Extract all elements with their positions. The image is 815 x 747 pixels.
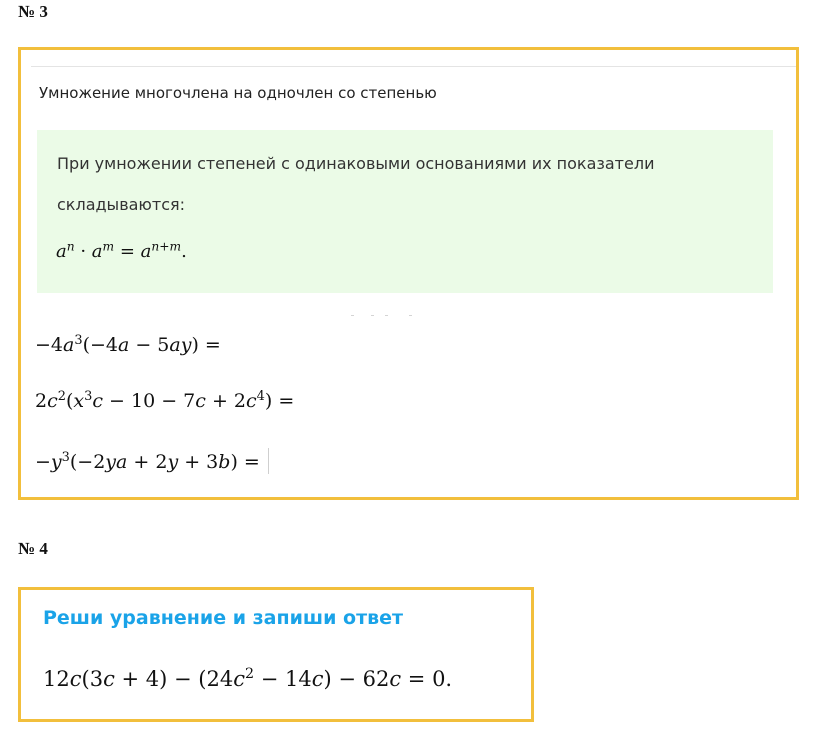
task-4-number: № 4 (18, 539, 48, 558)
formula-var: a (140, 241, 152, 262)
formula-exp: m (102, 239, 115, 254)
card-divider (31, 66, 796, 67)
formula-op: = (114, 241, 141, 262)
task-4-title: Реши уравнение и запиши ответ (43, 607, 404, 629)
task-3-title: Умножение многочлена на одночлен со степенью (39, 84, 437, 102)
formula-var: a (56, 241, 67, 262)
formula-op: . (181, 241, 187, 262)
rule-text-line-2: складываются: (57, 195, 186, 214)
task-4-card (18, 587, 534, 722)
rule-text-line-1: При умножении степеней с одинаковыми основаниями их показатели (57, 154, 655, 173)
formula-exp: n (66, 239, 75, 254)
formula-op: · (74, 241, 92, 262)
expression-2: $2c^2(x^3c - 10 - 7c + 2c^4)$ = (35, 388, 295, 412)
task-3-card (18, 47, 799, 500)
faint-artifact (351, 315, 421, 319)
task-4-equation: $12c(3c + 4) - (24c^2 - 14c) - 62c = 0$. (43, 666, 453, 691)
task-3-number: № 3 (18, 2, 48, 21)
expression-1: $-4a^3(-4a - 5ay)$ = (35, 332, 221, 356)
formula-var: a (91, 241, 103, 262)
rule-hint-box (37, 130, 773, 293)
expression-3: $-y^3(-2ya + 2y + 3b)$ = (35, 448, 269, 474)
formula-exp: n+m (151, 239, 182, 254)
rule-formula (56, 241, 187, 262)
answer-input-caret[interactable] (268, 448, 269, 474)
